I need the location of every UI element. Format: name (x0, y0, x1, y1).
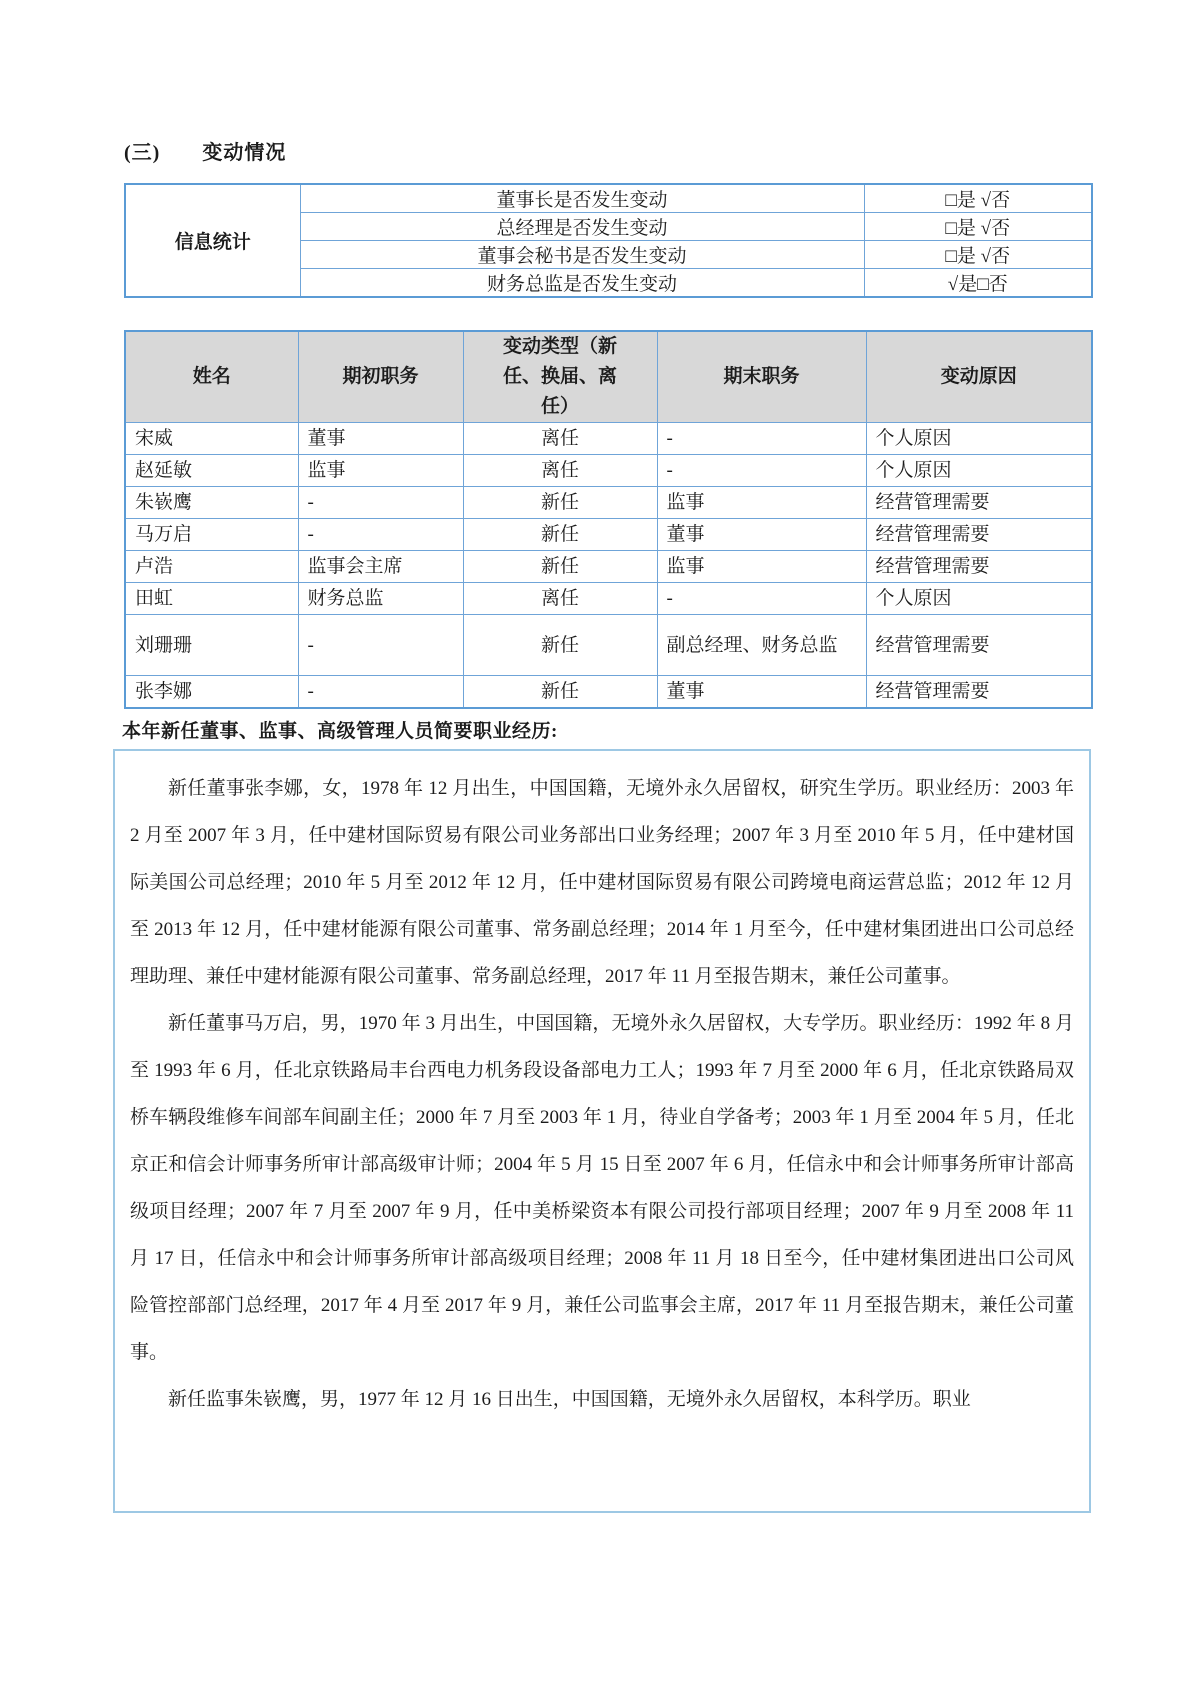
section-title: 变动情况 (202, 142, 287, 164)
table-row (125, 615, 1092, 676)
end-position-cell: - (657, 583, 866, 615)
name-cell: 刘珊珊 (125, 615, 298, 676)
end-position-cell (657, 615, 866, 676)
start-position-cell: - (298, 676, 463, 709)
question-cell: 财务总监是否发生变动 (300, 269, 864, 298)
change-type-cell: 离任 (463, 455, 657, 487)
change-type-cell: 新任 (463, 551, 657, 583)
personnel-changes-table (124, 330, 1093, 709)
answer-cell: □是 √否 (864, 241, 1092, 269)
end-position-cell: 董事 (657, 676, 866, 709)
answer-cell: □是 √否 (864, 213, 1092, 241)
reason-cell: 经营管理需要 (866, 676, 1092, 709)
answer-cell: □是 √否 (864, 184, 1092, 213)
name-cell: 田虹 (125, 583, 298, 615)
table-row (125, 487, 1092, 519)
header-change-type-text: 变动类型（新任、换届、离任） (502, 336, 617, 417)
end-position-cell: - (657, 455, 866, 487)
start-position-cell: 监事会主席 (298, 551, 463, 583)
bio-section-heading: 本年新任董事、监事、高级管理人员简要职业经历: (122, 721, 558, 742)
name-cell: 马万启 (125, 519, 298, 551)
table-row (125, 551, 1092, 583)
start-position-cell: 监事 (298, 455, 463, 487)
reason-cell: 经营管理需要 (866, 487, 1092, 519)
table-row (125, 423, 1092, 455)
change-type-cell: 新任 (463, 615, 657, 676)
header-reason: 变动原因 (866, 331, 1092, 423)
reason-cell: 个人原因 (866, 423, 1092, 455)
end-position-text: 副总经理、财务总监 (666, 635, 838, 657)
change-type-cell: 新任 (463, 676, 657, 709)
section-heading (124, 136, 286, 165)
start-position-cell: 董事 (298, 423, 463, 455)
start-position-cell: 财务总监 (298, 583, 463, 615)
header-start-position: 期初职务 (298, 331, 463, 423)
reason-cell: 个人原因 (866, 583, 1092, 615)
name-cell: 赵延敏 (125, 455, 298, 487)
end-position-cell: - (657, 423, 866, 455)
table-header-row (125, 331, 1092, 423)
bio-paragraph: 新任董事张李娜，女，1978 年 12 月出生，中国国籍，无境外永久居留权，研究生学历。职业经历：2003 年 2 月至 2007 年 3 月，任中建材国际贸易有限公司业务部出口业务经理；2007 年 3 月至 2010 年 5 月，任中建材国际美国公司总经理；2010 年 5 月至 2012 年 12 月，任中建材国际贸易有限公司跨境电商运营总监；2012 年 12 月至 2013 年 12 月，任中建材能源有限公司董事、常务副总经理；2014 年 1 月至今，任中建材集团进出口公司总经理助理、兼任中建材能源有限公司董事、常务副总经理，2017 年 11 月至报告期末，兼任公司董事。 (130, 778, 1074, 987)
header-name: 姓名 (125, 331, 298, 423)
answer-cell: √是□否 (864, 269, 1092, 298)
question-cell: 董事长是否发生变动 (300, 184, 864, 213)
table-row (125, 676, 1092, 709)
name-cell: 张李娜 (125, 676, 298, 709)
end-position-cell: 董事 (657, 519, 866, 551)
end-position-cell: 监事 (657, 487, 866, 519)
change-type-cell: 新任 (463, 487, 657, 519)
change-type-cell: 新任 (463, 519, 657, 551)
change-type-cell: 离任 (463, 423, 657, 455)
question-cell: 总经理是否发生变动 (300, 213, 864, 241)
question-cell: 董事会秘书是否发生变动 (300, 241, 864, 269)
table-row (125, 455, 1092, 487)
header-end-position: 期末职务 (657, 331, 866, 423)
info-row-header: 信息统计 (125, 184, 300, 297)
start-position-cell: - (298, 615, 463, 676)
reason-cell: 经营管理需要 (866, 519, 1092, 551)
name-cell: 宋威 (125, 423, 298, 455)
table-row (125, 519, 1092, 551)
bio-text-box (113, 749, 1091, 1513)
start-position-cell: - (298, 487, 463, 519)
bio-paragraph: 新任监事朱嵚鹰，男，1977 年 12 月 16 日出生，中国国籍，无境外永久居留权，本科学历。职业 (168, 1389, 971, 1410)
name-cell: 朱嵚鹰 (125, 487, 298, 519)
table-row (125, 583, 1092, 615)
reason-cell: 经营管理需要 (866, 551, 1092, 583)
name-cell: 卢浩 (125, 551, 298, 583)
info-statistics-table (124, 183, 1093, 298)
header-change-type (463, 331, 657, 423)
end-position-cell: 监事 (657, 551, 866, 583)
start-position-cell: - (298, 519, 463, 551)
reason-cell: 个人原因 (866, 455, 1092, 487)
reason-cell: 经营管理需要 (866, 615, 1092, 676)
bio-paragraph: 新任董事马万启，男，1970 年 3 月出生，中国国籍，无境外永久居留权，大专学历。职业经历：1992 年 8 月至 1993 年 6 月，任北京铁路局丰台西电力机务段设备部电力工人；1993 年 7 月至 2000 年 6 月，任北京铁路局双桥车辆段维修车间部车间副主任；2000 年 7 月至 2003 年 1 月，待业自学备考；2003 年 1 月至 2004 年 5 月，任北京正和信会计师事务所审计部高级审计师；2004 年 5 月 15 日至 2007 年 6 月，任信永中和会计师事务所审计部高级项目经理；2007 年 7 月至 2007 年 9 月，任中美桥梁资本有限公司投行部项目经理；2007 年 9 月至 2008 年 11 月 17 日，任信永中和会计师事务所审计部高级项目经理；2008 年 11 月 18 日至今，任中建材集团进出口公司风险管控部部门总经理，2017 年 4 月至 2017 年 9 月，兼任公司监事会主席，2017 年 11 月至报告期末，兼任公司董事。 (130, 1013, 1074, 1363)
table-row (125, 184, 1092, 213)
section-number: (三) (124, 142, 161, 164)
change-type-cell: 离任 (463, 583, 657, 615)
